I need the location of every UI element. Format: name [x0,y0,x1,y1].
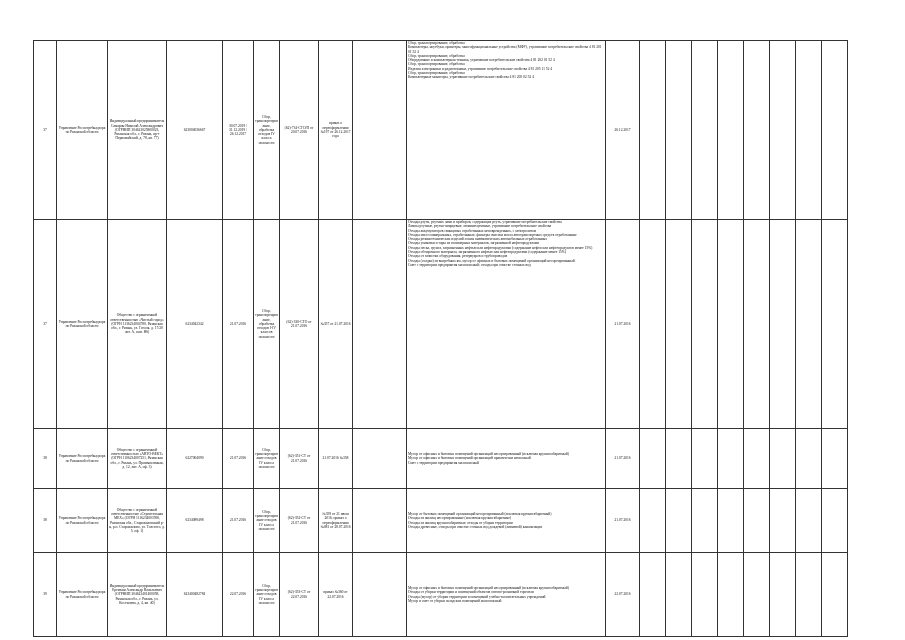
empty-cell [718,41,744,220]
license-holder: Общество с ограниченной ответственностью «Чистый город» (ОГРН 1136234004780, Рязанская обл., г. Рязань, ул. Гоголя, д. 17/20 лит. А, пом. Н6) [108,220,167,429]
decision-date: 21.07.2016 [606,220,640,429]
table-row [34,429,848,489]
table-row [34,553,848,637]
empty-cell [353,553,407,637]
empty-cell [770,220,796,429]
empty-cell [822,41,848,220]
empty-cell [692,553,718,637]
empty-cell [692,41,718,220]
license-dates: 21.07.2016 [223,429,254,489]
license-holder: Общество с ограниченной ответственностью «Строительная МЕХ» (ОГРН 1116234003590, Рязанская обл., Старожиловский р-н, р.п. Старожилово, ул. Толстого, д. 5, оф. 1) [108,489,167,553]
license-number: (62)-352-СТ от 21.07.2016 [280,489,319,553]
empty-cell [718,429,744,489]
waste-activity-list: Отходы ртути, ртутных ламп и приборов, содержащих ртуть, утратившие потребительские свойства Лампы ртутные, ртутно-кварцевые, люминесцентные, утратившие потребительские свойства Отходы аккумуляторов свинцовых отработанных неповрежденных, с электролитом Отходы масел минеральных, отработанных; фильтры очистки масла автотранспортных средств отработанные Отходы резинотехнических изделий и шин пневматических автомобильных отработанных Отходы упаковки и тары из полимерных материалов, загрязненной нефтепродуктами Отходы песка, грунта, загрязненных нефтью или нефтепродуктами (содержание нефти или нефтепродуктов менее 15%) Отходы обтирочного материала, загрязненного нефтью или нефтепродуктами (содержание менее 15%) Отходы от зачистки оборудования, резервуаров и трубопроводов Отходы (осадки) из выгребных ям, мусор от офисных и бытовых помещений организаций несортированный Смет с территории предприятия малоопасный; отходы при очистке сточных вод [407,220,606,429]
empty-cell [353,220,407,429]
empty-cell [640,489,666,553]
waste-activity-list: Мусор от бытовых помещений организаций несортированный (исключая крупногабаритный) Отходы из жилищ несортированные (исключая крупногабаритные) Отходы из жилищ крупногабаритные; отходы от уборки территории Отходы древесные, отходы при очистке сточных вод дождевой (ливневой) канализации [407,489,606,553]
license-register-table [33,40,848,637]
empty-cell [744,429,770,489]
empty-cell [640,220,666,429]
row-number: 39 [34,553,57,637]
activity-type: Сбор, транспортирование отходов IV класса опасности [254,429,280,489]
empty-cell [666,41,692,220]
license-dates: 22.07.2016 [223,553,254,637]
decision-basis: 21.07.2016 №358 [319,429,353,489]
license-number: (62)-330-СТО от 21.07.2016 [280,220,319,429]
row-number: 37 [34,41,57,220]
license-number: (62)-351-СТ от 21.07.2016 [280,429,319,489]
empty-cell [666,220,692,429]
licensing-authority: Управление Роспотребнадзора по Рязанской области [57,429,108,489]
inn: 6227004090 [167,429,223,489]
empty-cell [666,553,692,637]
decision-date: 21.07.2016 [606,489,640,553]
license-number: (62)-734-СТО/П от 20.07.2016 [280,41,319,220]
activity-type: Сбор, транспортирование отходов IV класса опасности [254,489,280,553]
empty-cell [353,489,407,553]
license-number: (62)-353-СТ от 22.07.2016 [280,553,319,637]
license-dates: 30.07.2019 / 31.12.2019 / 26.12.2017 [223,41,254,220]
licensing-authority: Управление Роспотребнадзора по Рязанской области [57,489,108,553]
inn: 6234042342 [167,220,223,429]
empty-cell [718,489,744,553]
empty-cell [718,553,744,637]
empty-cell [744,553,770,637]
empty-cell [640,553,666,637]
licensing-authority: Управление Роспотребнадзора по Рязанской области [57,220,108,429]
empty-cell [796,220,822,429]
empty-cell [640,41,666,220]
empty-cell [770,41,796,220]
decision-basis: приказ №360 от 22.07.2016 [319,553,353,637]
table-row [34,489,848,553]
row-number: 37 [34,220,57,429]
licensing-authority: Управление Роспотребнадзора по Рязанской области [57,553,108,637]
license-dates: 21.07.2016 [223,220,254,429]
empty-cell [744,41,770,220]
table-row [34,41,848,220]
empty-cell [666,489,692,553]
waste-activity-list: Мусор от офисных и бытовых помещений организаций несортированный (исключая крупногабаритный) Мусор от офисных и бытовых помещений организаций практически неопасный Смет с территории предприятия малоопасный [407,429,606,489]
licensing-authority: Управление Роспотребнадзора по Рязанской области [57,41,108,220]
decision-basis: приказ о переоформлении №197 от 26.12.2017 года [319,41,353,220]
row-number: 38 [34,429,57,489]
license-holder: Общество с ограниченной ответственностью «АВТО-ВЕКТ» (ОГРН 1106234007251, Рязанская обл., г. Рязань, ул. Промышленная, д. 12, лит. А, оф. 3) [108,429,167,489]
empty-cell [692,220,718,429]
row-number: 38 [34,489,57,553]
license-holder: Индивидуальный предприниматель Самарин Николай Александрович (ОГРНИП 304623025800023, Рязанская обл., г. Рязань, пр-т Первомайский, д. 78, кв. 77) [108,41,167,220]
empty-cell [796,489,822,553]
empty-cell [744,489,770,553]
empty-cell [353,429,407,489]
waste-activity-list: Мусор от офисных и бытовых помещений организаций несортированный (исключая крупногабаритный) Отходы от уборки территории и помещений объектов оптово-розничной торговли Отходы (мусор) от уборки территории и помещений учебно-воспитательных учреждений Мусор и смет от уборки складских помещений малоопасный [407,553,606,637]
inn: 6234089498 [167,489,223,553]
waste-activity-list: Сбор, транспортирование, обработка Компьютеры, ноутбуки, принтеры, многофункциональные устройства (МФУ), утратившие потребительские свойства 4 81 201 01 52 4 Сбор, транспортирование, обработка Оборудование и компьютерная техника, утратившие потребительские свойства 4 81 202 01 52 4 Сбор, транспортирование, обработка Изделия электроники и радиотехники, утратившие потребительские свойства 4 81 205 11 52 4 Сбор, транспортирование, обработка Компьютерные мониторы, утратившие потребительские свойства 4 81 205 02 52 4 [407,41,606,220]
empty-cell [692,429,718,489]
inn: 623400482784 [167,553,223,637]
empty-cell [692,489,718,553]
empty-cell [666,429,692,489]
empty-cell [353,41,407,220]
activity-type: Сбор, транспортирование, обработка отходов IV класса опасности [254,41,280,220]
empty-cell [822,553,848,637]
empty-cell [822,220,848,429]
license-dates: 21.07.2016 [223,489,254,553]
decision-date: 22.07.2016 [606,553,640,637]
decision-date: 26.12.2017 [606,41,640,220]
decision-basis: №357 от 21.07.2016 [319,220,353,429]
empty-cell [796,553,822,637]
empty-cell [718,220,744,429]
decision-basis: №359 от 21 июля 2016, приказ о переоформлении №081 от 28.07.2016 [319,489,353,553]
decision-date: 21.07.2016 [606,429,640,489]
license-holder: Индивидуальный предприниматель Еремкин Александр Васильевич (ОГРНИП 304623401400058, Рязанская обл., г. Рязань, ул. Костычева, д. 4, кв. 40) [108,553,167,637]
inn: 623004036667 [167,41,223,220]
empty-cell [796,41,822,220]
activity-type: Сбор, транспортирование, обработка отходов I-IV классов опасности [254,220,280,429]
empty-cell [822,489,848,553]
empty-cell [770,429,796,489]
empty-cell [770,553,796,637]
table-row [34,220,848,429]
empty-cell [822,429,848,489]
empty-cell [796,429,822,489]
empty-cell [770,489,796,553]
empty-cell [744,220,770,429]
empty-cell [640,429,666,489]
activity-type: Сбор, транспортирование отходов IV класса опасности [254,553,280,637]
